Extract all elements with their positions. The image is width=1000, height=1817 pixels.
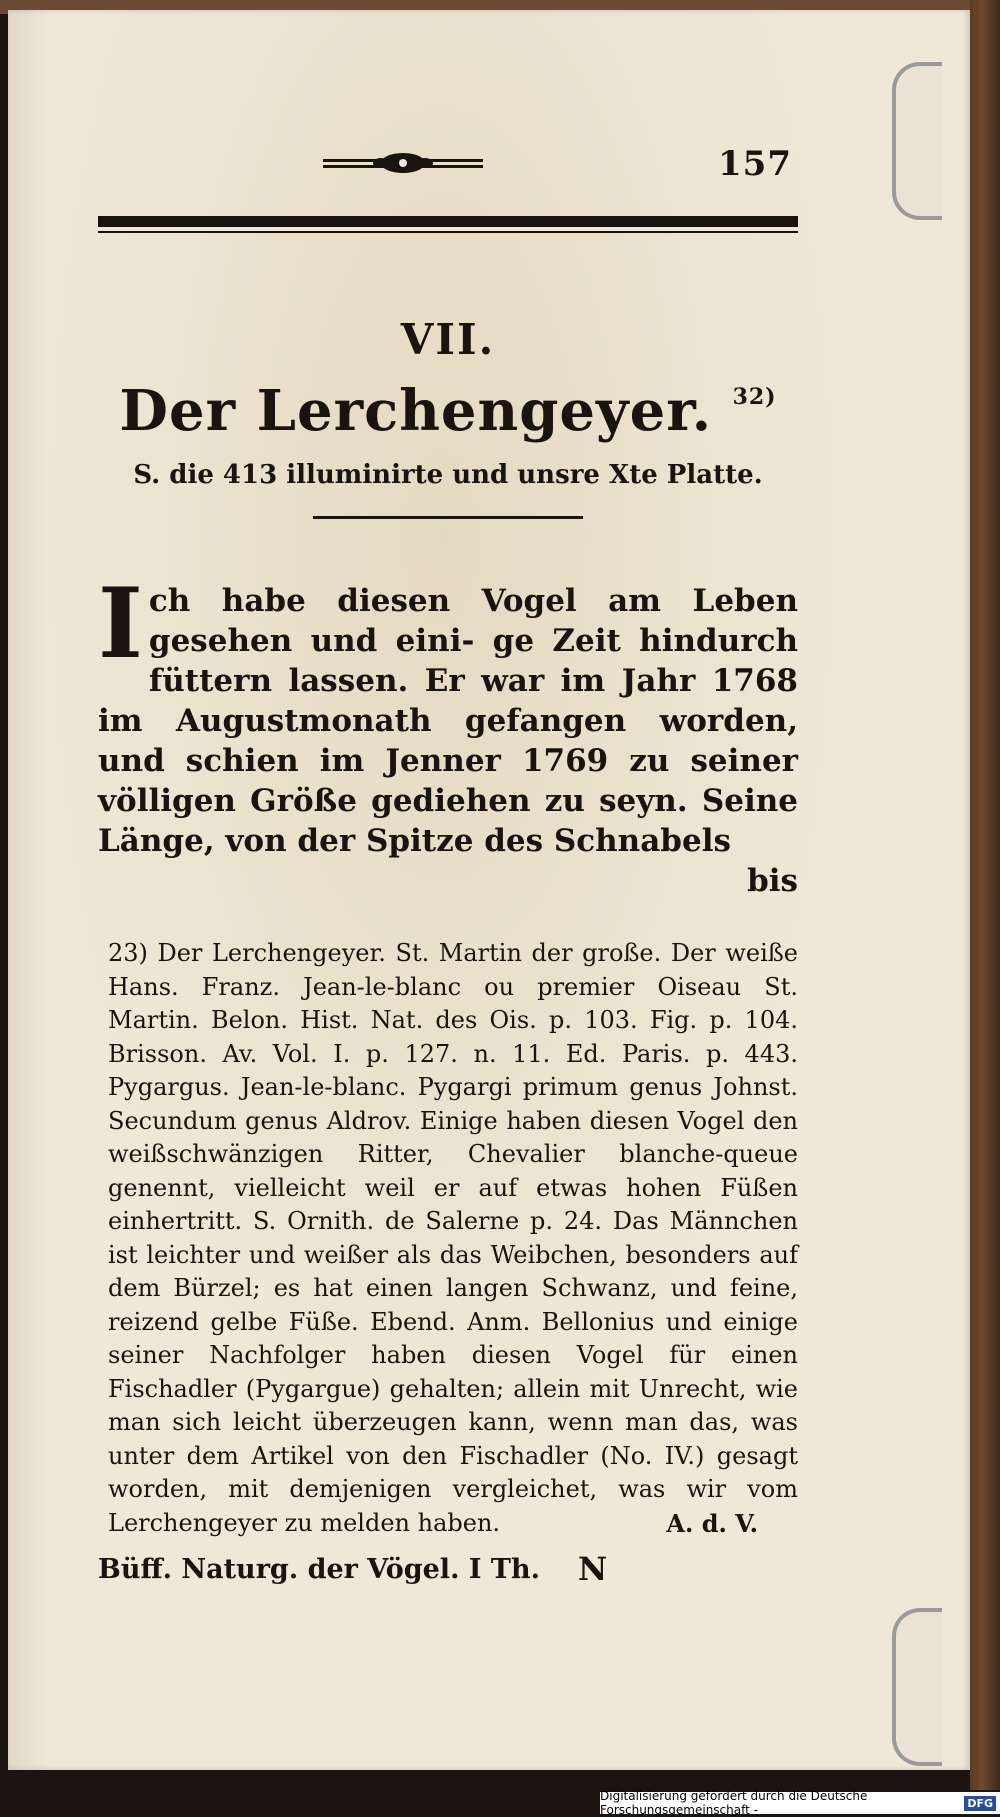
page-header xyxy=(98,130,798,190)
catchword: bis xyxy=(747,863,798,899)
digitization-footer xyxy=(600,1789,1000,1817)
drop-cap: I xyxy=(98,567,143,680)
page-content xyxy=(98,130,798,1594)
title-rule xyxy=(313,516,583,519)
page-clip-top xyxy=(892,62,942,220)
footnote xyxy=(98,937,798,1540)
signature-text: Büff. Naturg. der Vögel. I Th. xyxy=(98,1554,541,1585)
body-text: ch habe diesen Vogel am Leben gesehen und eini- ge Zeit hindurch füttern lassen. Er war im Jahr 1768 im Augustmonath gefangen worden, und schien im Jenner 1769 zu seiner völligen Größe gediehen zu seyn. Seine Länge, von der Spitze des Schnabels xyxy=(98,583,798,859)
footer-text: Digitalisierung gefördert durch die Deutsche Forschungsgemeinschaft - xyxy=(600,1789,868,1817)
book-page xyxy=(8,10,970,1770)
dfg-logo: DFG xyxy=(964,1796,996,1811)
footnote-text: 23) Der Lerchengeyer. St. Martin der große. Der weiße Hans. Franz. Jean-le-blanc ou premier Oiseau St. Martin. Belon. Hist. Nat. des Ois. p. 103. Fig. p. 104. Brisson. Av. Vol. I. p. 127. n. 11. Ed. Paris. p. 443. Pygargus. Jean-le-blanc. Pygargi primum genus Johnst. Secundum genus Aldrov. Einige haben diesen Vogel den weißschwänzigen Ritter, Chevalier blanche-queue genennt, vielleicht weil er auf etwas hohen Füßen einhertritt. S. Ornith. de Salerne p. 24. Das Männchen ist leichter und weißer als das Weibchen, besonders auf dem Bürzel; es hat einen langen Schwanz, und feine, reizend gelbe Füße. Ebend. Anm. Bellonius und einige seiner Nachfolger haben diesen Vogel für einen Fischadler (Pygargue) gehalten; allein mit Unrecht, wie man sich leicht überzeugen kann, wenn man das, was unter dem Artikel von den Fischadler (No. IV.) gesagt worden, mit demjenigen vergleichet, was wir vom Lerchengeyer zu melden haben. xyxy=(108,939,798,1537)
body-paragraph xyxy=(98,567,798,861)
chapter-title xyxy=(98,378,798,444)
ornament-icon xyxy=(323,152,483,176)
chapter-title-text: Der Lerchengeyer. xyxy=(119,378,713,444)
signature-mark: N xyxy=(578,1550,608,1588)
chapter-note-ref: 32) xyxy=(732,384,777,410)
chapter-subtitle: S. die 413 illuminirte und unsre Xte Platte. xyxy=(133,460,763,490)
signature-line xyxy=(98,1550,798,1594)
page-clip-bottom xyxy=(892,1608,942,1766)
page-number: 157 xyxy=(718,144,792,184)
chapter-number: VII. xyxy=(400,315,496,364)
footnote-signature: A. d. V. xyxy=(666,1508,758,1538)
header-rule xyxy=(98,216,798,227)
book-edge xyxy=(970,0,1000,1790)
